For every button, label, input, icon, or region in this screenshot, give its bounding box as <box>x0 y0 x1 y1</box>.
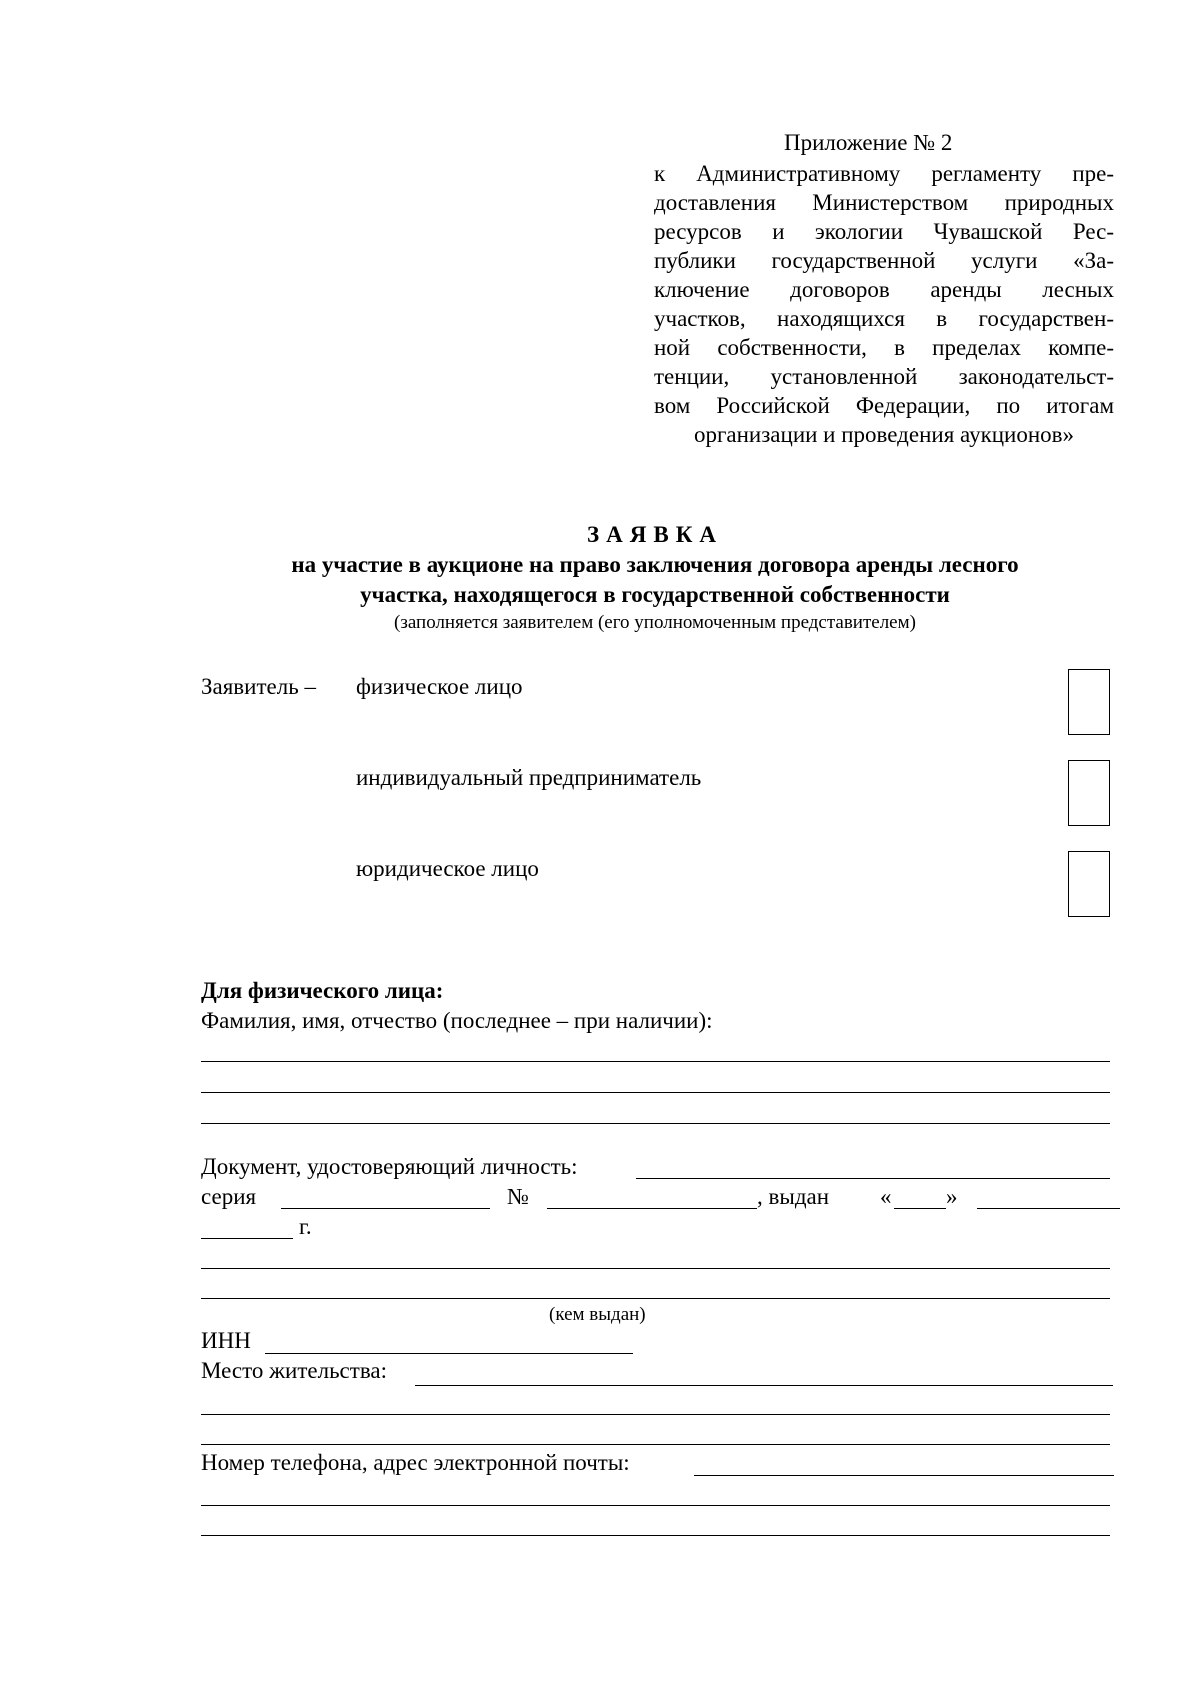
residence-label: Место жительства: <box>201 1358 387 1383</box>
appendix-line: участков, находящихся в государствен- <box>654 306 1114 331</box>
appendix-line: публики государственной услуги «За- <box>654 248 1114 273</box>
fio-field-line-1[interactable] <box>201 1061 1110 1062</box>
contacts-field-line-3[interactable] <box>201 1535 1110 1536</box>
document-subtitle-line1: на участие в аукционе на право заключения договора аренды лесного <box>291 552 1019 577</box>
individual-section-header: Для физического лица: <box>201 978 444 1003</box>
appendix-description <box>654 159 1114 449</box>
applicant-option-legal-entity: юридическое лицо <box>356 856 539 881</box>
issued-label: , выдан <box>757 1184 830 1209</box>
residence-field-line-2[interactable] <box>201 1414 1110 1415</box>
fio-label: Фамилия, имя, отчество (последнее – при наличии): <box>201 1008 713 1033</box>
contacts-field[interactable] <box>694 1475 1114 1476</box>
issued-by-field-line-1[interactable] <box>201 1268 1110 1269</box>
issue-year-field[interactable] <box>201 1238 293 1239</box>
id-document-label: Документ, удостоверяющий личность: <box>201 1154 578 1179</box>
checkbox-entrepreneur[interactable] <box>1068 760 1110 826</box>
series-field[interactable] <box>281 1208 490 1209</box>
issue-month-field[interactable] <box>977 1208 1120 1209</box>
appendix-line: тенции, установленной законодательст- <box>654 364 1114 389</box>
contacts-field-line-2[interactable] <box>201 1505 1110 1506</box>
issue-day-close-quote: » <box>946 1184 958 1209</box>
appendix-line: ключение договоров аренды лесных <box>654 277 1114 302</box>
checkbox-individual[interactable] <box>1068 669 1110 735</box>
applicant-option-entrepreneur: индивидуальный предприниматель <box>356 765 702 790</box>
residence-field-line-3[interactable] <box>201 1444 1110 1445</box>
number-label: № <box>507 1184 529 1209</box>
document-title: ЗАЯВКА <box>587 522 723 547</box>
residence-field[interactable] <box>415 1385 1113 1386</box>
appendix-line: организации и проведения аукционов» <box>693 422 1075 447</box>
appendix-line: ной собственности, в пределах компе- <box>654 335 1114 360</box>
appendix-line: ресурсов и экологии Чувашской Рес- <box>654 219 1114 244</box>
issued-by-field-line-2[interactable] <box>201 1298 1110 1299</box>
number-field[interactable] <box>547 1208 757 1209</box>
year-suffix: г. <box>299 1214 312 1239</box>
applicant-label: Заявитель – <box>201 674 316 699</box>
inn-label: ИНН <box>201 1328 251 1353</box>
contacts-label: Номер телефона, адрес электронной почты: <box>201 1450 630 1475</box>
fio-field-line-3[interactable] <box>201 1123 1110 1124</box>
issued-by-caption: (кем выдан) <box>549 1304 646 1325</box>
appendix-line: вом Российской Федерации, по итогам <box>654 393 1114 418</box>
issue-day-field[interactable] <box>894 1208 946 1209</box>
document-fill-note: (заполняется заявителем (его уполномоченным представителем) <box>394 612 916 633</box>
checkbox-legal-entity[interactable] <box>1068 851 1110 917</box>
id-document-field[interactable] <box>636 1178 1110 1179</box>
inn-field[interactable] <box>265 1353 633 1354</box>
appendix-title: Приложение № 2 <box>784 130 953 155</box>
issue-day-open-quote: « <box>880 1184 892 1209</box>
appendix-line: к Административному регламенту пре- <box>654 161 1114 186</box>
document-subtitle-line2: участка, находящегося в государственной собственности <box>360 582 950 607</box>
fio-field-line-2[interactable] <box>201 1092 1110 1093</box>
appendix-line: доставления Министерством природных <box>654 190 1114 215</box>
applicant-option-individual: физическое лицо <box>356 674 523 699</box>
series-label: серия <box>201 1184 257 1209</box>
